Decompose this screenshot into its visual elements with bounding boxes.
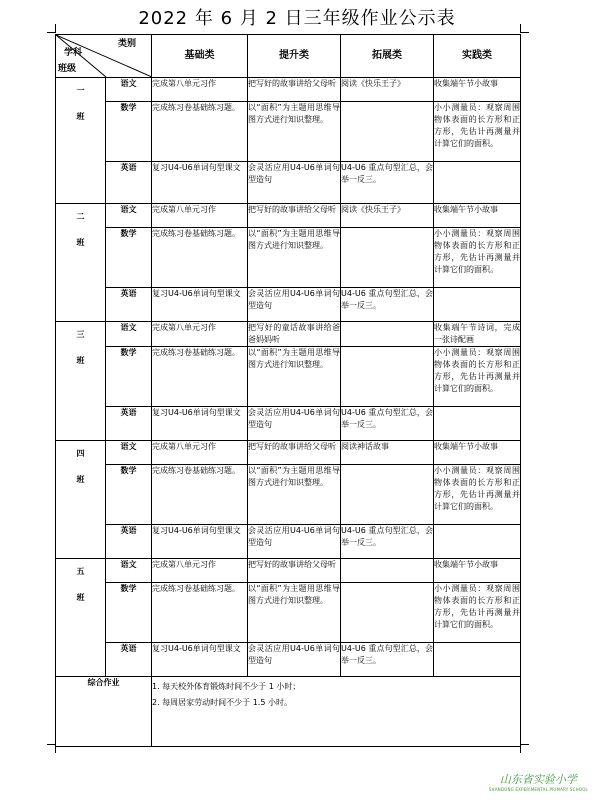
homework-cell: 小小测量员：观察周围物体表面的长方形和正方形，先估计再测量并计算它们的面积。 (434, 347, 521, 407)
homework-cell: 完成练习卷基础练习题。 (152, 465, 248, 525)
homework-cell: 小小测量员：观察周围物体表面的长方形和正方形，先估计再测量并计算它们的面积。 (434, 465, 521, 525)
homework-cell (341, 102, 434, 162)
homework-cell: 完成练习卷基础练习题。 (152, 347, 248, 407)
table-row (56, 288, 521, 322)
homework-cell: 复习U4-U6单词句型课文 (152, 407, 248, 441)
class-name-cell (56, 441, 106, 559)
subject-name: 数学 (106, 347, 152, 407)
homework-cell: 小小测量员：观察周围物体表面的长方形和正方形，先估计再测量并计算它们的面积。 (434, 102, 521, 162)
homework-cell: 复习U4-U6单词句型课文 (152, 525, 248, 559)
homework-cell: 会灵活应用U4-U6单词句型造句 (248, 288, 341, 322)
col-advance-header: 提升类 (248, 35, 341, 78)
subject-name: 数学 (106, 465, 152, 525)
table-row (56, 465, 521, 525)
table-row (56, 559, 521, 583)
homework-table (55, 34, 521, 747)
class-name: 二班 (76, 212, 85, 247)
homework-cell (434, 288, 521, 322)
homework-cell: 完成练习卷基础练习题。 (152, 102, 248, 162)
subject-name: 语文 (106, 78, 152, 102)
homework-cell: 把写好的故事讲给父母听 (248, 204, 341, 228)
crop-mark-bottom-right (520, 744, 529, 753)
comprehensive-row (56, 677, 521, 747)
homework-cell: 阅读《快乐王子》 (341, 78, 434, 102)
subject-name: 语文 (106, 559, 152, 583)
homework-cell: 完成第八单元习作 (152, 322, 248, 347)
homework-cell (341, 322, 434, 347)
col-practice-header: 实践类 (434, 35, 521, 78)
homework-cell (341, 583, 434, 643)
class-name-cell (56, 204, 106, 322)
homework-cell: 会灵活应用U4-U6单词句型造句 (248, 643, 341, 677)
homework-cell: U4-U6 重点句型汇总，会举一反三。 (341, 288, 434, 322)
subject-name: 数学 (106, 228, 152, 288)
homework-cell: 以“面积”为主题用思维导图方式进行知识整理。 (248, 228, 341, 288)
homework-cell: 小小测量员：观察周围物体表面的长方形和正方形，先估计再测量并计算它们的面积。 (434, 228, 521, 288)
table-row (56, 407, 521, 441)
homework-cell: 会灵活应用U4-U6单词句型造句 (248, 525, 341, 559)
homework-cell: 以“面积”为主题用思维导图方式进行知识整理。 (248, 583, 341, 643)
homework-cell: 把写好的故事讲给父母听 (248, 559, 341, 583)
header-row (56, 35, 521, 78)
homework-cell (341, 465, 434, 525)
homework-cell: 把写好的故事讲给父母听 (248, 441, 341, 465)
table-row (56, 78, 521, 102)
school-logo-english: SHANDONG EXPERIMENTAL PRIMARY SCHOOL (488, 787, 588, 792)
homework-cell (434, 643, 521, 677)
homework-cell: 把写好的童话故事讲给爸爸妈妈听 (248, 322, 341, 347)
table-row (56, 228, 521, 288)
subject-name: 语文 (106, 204, 152, 228)
subject-name: 语文 (106, 322, 152, 347)
comprehensive-content (152, 677, 521, 747)
subject-name: 英语 (106, 407, 152, 441)
homework-cell: 复习U4-U6单词句型课文 (152, 643, 248, 677)
homework-cell: 完成第八单元习作 (152, 78, 248, 102)
homework-cell: 复习U4-U6单词句型课文 (152, 162, 248, 204)
homework-cell (434, 407, 521, 441)
table-row (56, 643, 521, 677)
subject-name: 数学 (106, 583, 152, 643)
homework-cell: 完成第八单元习作 (152, 204, 248, 228)
page-title: 2022 年 6 月 2 日三年级作业公示表 (138, 8, 456, 29)
subject-name: 英语 (106, 288, 152, 322)
class-name-cell (56, 78, 106, 204)
homework-cell: 收集端午节小故事 (434, 204, 521, 228)
header-diagonal-cell (56, 35, 152, 78)
comprehensive-label: 综合作业 (56, 677, 152, 747)
subject-name: 英语 (106, 643, 152, 677)
homework-cell: 收集端午节小故事 (434, 441, 521, 465)
homework-cell: 阅读《快乐王子》 (341, 204, 434, 228)
homework-cell: 以“面积”为主题用思维导图方式进行知识整理。 (248, 102, 341, 162)
homework-cell: 小小测量员：观察周围物体表面的长方形和正方形，先估计再测量并计算它们的面积。 (434, 583, 521, 643)
crop-mark-top-left (47, 24, 56, 33)
school-logo-name: 山东省实验小学 (499, 773, 577, 786)
table-row (56, 347, 521, 407)
category-label: 类别 (118, 39, 137, 49)
homework-cell: U4-U6 重点句型汇总，会举一反三。 (341, 407, 434, 441)
class-name: 四班 (76, 449, 85, 484)
subject-label: 学科 (64, 48, 83, 58)
homework-cell: 以“面积”为主题用思维导图方式进行知识整理。 (248, 347, 341, 407)
homework-cell: 完成第八单元习作 (152, 559, 248, 583)
subject-name: 英语 (106, 162, 152, 204)
school-logo (489, 771, 588, 792)
subject-name: 语文 (106, 441, 152, 465)
homework-cell: 完成练习卷基础练习题。 (152, 583, 248, 643)
homework-cell: 完成第八单元习作 (152, 441, 248, 465)
subject-name: 数学 (106, 102, 152, 162)
homework-cell: 收集端午节小故事 (434, 78, 521, 102)
homework-cell: 把写好的故事讲给父母听 (248, 78, 341, 102)
class-name: 五班 (76, 567, 85, 602)
homework-cell: 复习U4-U6单词句型课文 (152, 288, 248, 322)
homework-cell: 会灵活应用U4-U6单词句型造句 (248, 162, 341, 204)
class-name-cell (56, 559, 106, 677)
class-label: 班级 (58, 64, 77, 74)
homework-cell: 收集端午节小故事 (434, 559, 521, 583)
table-row (56, 102, 521, 162)
table-row (56, 162, 521, 204)
homework-cell: U4-U6 重点句型汇总，会举一反三。 (341, 643, 434, 677)
table-row (56, 322, 521, 347)
table-row (56, 204, 521, 228)
homework-cell: 阅读神话故事 (341, 441, 434, 465)
homework-cell: U4-U6 重点句型汇总，会举一反三。 (341, 162, 434, 204)
class-name: 一班 (76, 86, 85, 121)
homework-cell: 完成练习卷基础练习题。 (152, 228, 248, 288)
class-name: 三班 (76, 330, 85, 365)
crop-mark-top-right (520, 24, 529, 33)
subject-name: 英语 (106, 525, 152, 559)
table-row (56, 441, 521, 465)
homework-cell: 会灵活应用U4-U6单词句型造句 (248, 407, 341, 441)
homework-cell: U4-U6 重点句型汇总，会举一反三。 (341, 525, 434, 559)
homework-cell: 收集端午节诗词，完成一张诗配画 (434, 322, 521, 347)
table-row (56, 525, 521, 559)
col-basic-header: 基础类 (152, 35, 248, 78)
comprehensive-item: 2. 每周居家劳动时间不少于 1.5 小时。 (152, 698, 292, 707)
homework-cell: 以“面积”为主题用思维导图方式进行知识整理。 (248, 465, 341, 525)
homework-cell (341, 559, 434, 583)
homework-cell (341, 347, 434, 407)
homework-cell (434, 162, 521, 204)
table-row (56, 583, 521, 643)
homework-cell (434, 525, 521, 559)
col-extend-header: 拓展类 (341, 35, 434, 78)
comprehensive-item: 1. 每天校外体育锻炼时间不少于 1 小时； (152, 682, 301, 691)
homework-cell (341, 228, 434, 288)
class-name-cell (56, 322, 106, 441)
